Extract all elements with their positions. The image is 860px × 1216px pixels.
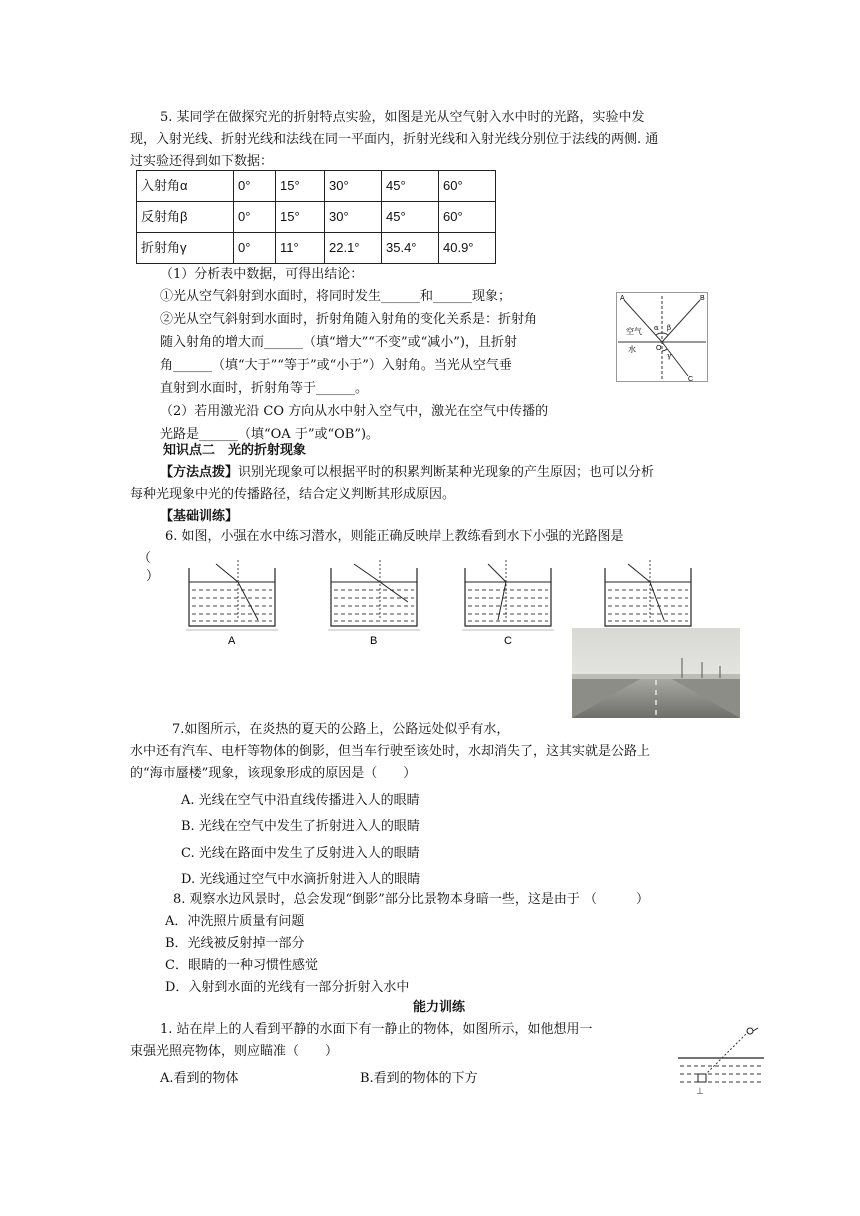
method-tag: 【方法点拨】: [160, 465, 239, 480]
ability-figure: [676, 1026, 766, 1098]
q6-figure-b: [328, 558, 420, 654]
q5-line2: 现，入射光线、折射光线和法线在同一平面内，折射光线和入射光线分别位于法线的两侧. 通: [130, 132, 659, 147]
water-dashes: [680, 1066, 762, 1082]
water-dashes: [608, 590, 688, 621]
option-b-label: B: [370, 635, 378, 647]
q8-option-d: D．入射到水面的光线有一部分折射入水中: [165, 980, 410, 995]
ray-in-air: [216, 564, 238, 582]
q8-option-a: A．冲洗照片质量有问题: [165, 914, 305, 929]
refraction-figure: [616, 292, 708, 382]
ray-in-air: [488, 564, 506, 582]
bottom-mark-icon: ⊥: [696, 1086, 704, 1096]
q5-line3: 过实验还得到如下数据：: [130, 154, 274, 169]
q5-point2-b: 随入射角的增大而______（填“增大”“不变”或“减小”)，且折射: [160, 335, 517, 350]
table-cell: 45°: [382, 171, 439, 202]
q7-option-b: B. 光线在空气中发生了折射进入人的眼睛: [181, 819, 420, 834]
label-alpha: α: [654, 324, 659, 332]
water-tank: [605, 568, 691, 626]
q5-point2-a: ②光从空气斜射到水面时，折射角随入射角的变化关系是：折射角: [160, 312, 538, 327]
object-icon: [698, 1074, 706, 1082]
q6-figure-a: [186, 558, 278, 654]
table-cell: 45°: [382, 202, 439, 233]
q5-point2-d: 直射到水面时，折射角等于______。: [160, 381, 369, 396]
q5-line1: 5. 某同学在做探究光的折射特点实验，如图是光从空气射入水中时的光路，实验中发: [160, 110, 645, 125]
table-cell: 30°: [325, 202, 382, 233]
q6-line1: 6. 如图，小强在水中练习潜水，则能正确反映岸上教练看到水下小强的光路图是: [165, 529, 624, 544]
table-cell: 0°: [234, 202, 276, 233]
option-a-label: A: [228, 635, 236, 647]
table-cell: 30°: [325, 171, 382, 202]
label-B: B: [700, 295, 705, 302]
option-c-label: C: [504, 635, 512, 647]
q5-point1: ①光从空气斜射到水面时，将同时发生______和______现象；: [160, 289, 512, 304]
label-beta: β: [667, 324, 672, 332]
sight-line: [702, 1032, 748, 1078]
q8-option-c: C．眼睛的一种习惯性感觉: [165, 958, 318, 973]
q8-option-b: B．光线被反射掉一部分: [165, 936, 305, 951]
q6-paren-close: ）: [146, 569, 160, 584]
table-cell: 11°: [276, 233, 325, 264]
q7-option-c: C. 光线在路面中发生了反射进入人的眼睛: [181, 846, 420, 861]
q5-part2-a: （2）若用激光沿 CO 方向从水中射入空气中，激光在空气中传播的: [160, 404, 549, 419]
q7-option-a: A. 光线在空气中沿直线传播进入人的眼睛: [181, 793, 420, 808]
ability-q1-option-b: B.看到的物体的下方: [360, 1071, 478, 1086]
table-row: [137, 171, 496, 202]
table-cell: 60°: [439, 171, 496, 202]
q5-part2-b: 光路是______（填“OA 于”或“OB”)。: [160, 427, 380, 442]
ray-in-water: [380, 582, 408, 602]
ray-in-air: [628, 564, 650, 582]
table-cell: 60°: [439, 202, 496, 233]
label-gamma: γ: [667, 352, 672, 360]
ability-title: 能力训练: [413, 1000, 466, 1015]
water-tank: [331, 568, 417, 626]
table-cell: 22.1°: [325, 233, 382, 264]
q6-paren-open: （: [138, 551, 152, 566]
method-line2: 每种光现象中光的传播路径，结合定义判断其形成原因。: [130, 487, 456, 502]
label-water: 水: [628, 345, 636, 354]
q7-line2: 水中还有汽车、电杆等物体的倒影，但当车行驶至该处时，水却消失了，这其实就是公路上: [130, 744, 651, 759]
road-mirage-photo: [572, 628, 740, 718]
table-cell: 15°: [276, 171, 325, 202]
eye-icon: [747, 1028, 753, 1034]
water-dashes: [334, 590, 414, 621]
ability-q1-option-a: A.看到的物体: [160, 1071, 239, 1086]
section2-title: 知识点二 光的折射现象: [163, 443, 307, 458]
ability-q1-line2: 束强光照亮物体，则应瞄准（ ）: [130, 1044, 339, 1059]
method-line1: [160, 462, 654, 484]
table-row: [137, 233, 496, 264]
q7-option-d: D. 光线通过空气中水滴折射进入人的眼睛: [181, 872, 421, 887]
q5-point2-c: 角______（填“大于”“等于”或“小于”）入射角。当光从空气垂: [160, 358, 512, 373]
q6-figure-c: [462, 558, 554, 654]
table-cell: 35.4°: [382, 233, 439, 264]
table-row: [137, 202, 496, 233]
table-cell: 15°: [276, 202, 325, 233]
water-dashes: [468, 590, 548, 621]
q7-line1: 7.如图所示，在炎热的夏天的公路上，公路远处似乎有水，: [172, 722, 510, 737]
water-dashes: [192, 590, 272, 621]
data-table: [136, 170, 496, 264]
basic-training-tag: 【基础训练】: [160, 509, 239, 524]
table-cell: 入射角α: [137, 171, 234, 202]
table-cell: 折射角γ: [137, 233, 234, 264]
q5-part1: （1）分析表中数据，可得出结论：: [160, 267, 364, 282]
label-C: C: [688, 376, 694, 382]
q7-line3: 的“海市蜃楼”现象，该现象形成的原因是（ ）: [130, 766, 417, 781]
q6-figure-d: [602, 558, 694, 630]
table-cell: 0°: [234, 233, 276, 264]
eye-lash: [753, 1028, 758, 1031]
table-cell: 40.9°: [439, 233, 496, 264]
table-cell: 0°: [234, 171, 276, 202]
ray-in-air: [354, 564, 380, 582]
q8-line1: 8. 观察水边风景时，总会发现“倒影”部分比景物本身暗一些，这是由于 （ ）: [173, 892, 649, 907]
water-tank: [465, 568, 551, 626]
table-cell: 反射角β: [137, 202, 234, 233]
photo-horizon-haze: [572, 674, 740, 679]
label-A: A: [620, 295, 625, 302]
label-air: 空气: [626, 327, 642, 336]
method-text-a: 识别光现象可以根据平时的积累判断某种光现象的产生原因；也可以分析: [238, 465, 655, 480]
ability-q1-line1: 1. 站在岸上的人看到平静的水面下有一静止的物体，如图所示，如他想用一: [160, 1022, 593, 1037]
label-O: O: [656, 345, 662, 352]
